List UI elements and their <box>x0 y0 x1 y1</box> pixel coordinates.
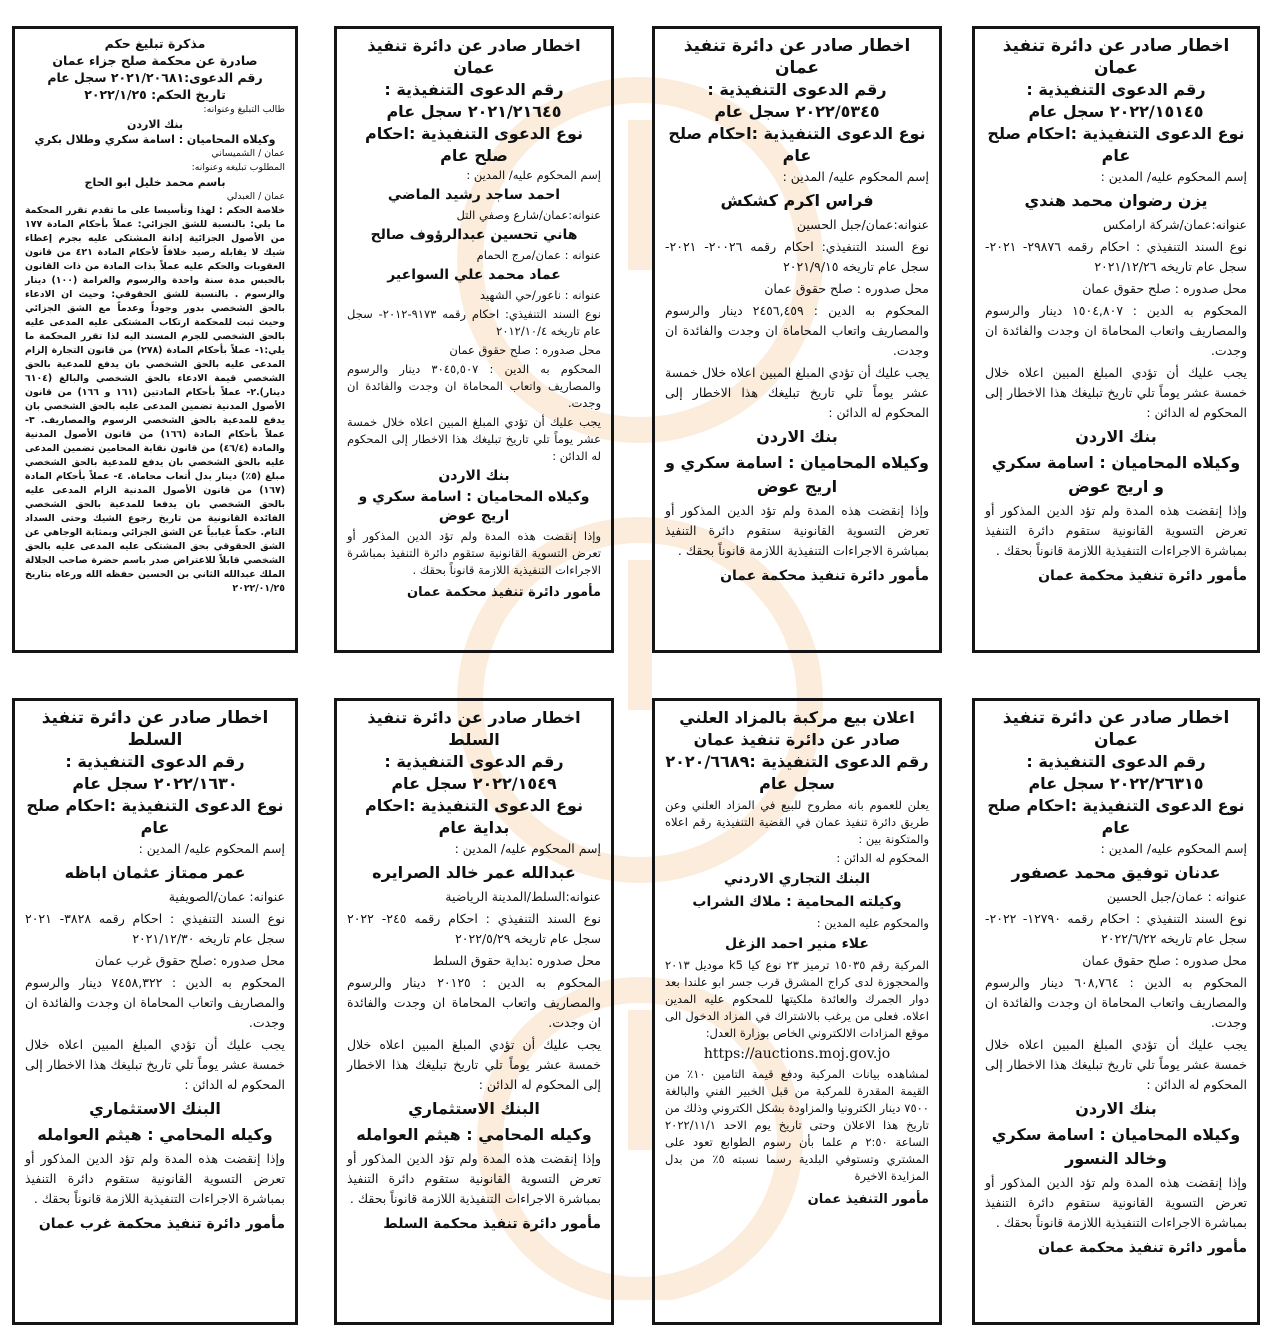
notice-title: اعلان بيع مركبة بالمزاد العلني صادر عن دائرة تنفيذ عمان <box>679 708 915 749</box>
auction-terms: لمشاهده بيانات المركبة ودفع قيمة التامين ١٠٪ من القيمة المقدرة للمركبة من قبل الخبير الفني والبالغة ٧٥٠٠ دينار الكترونيا والمزاودة بشكل الكتروني وذلك من تاريخ هذا الاعلان وحتى تاريخ يوم الاحد ٢٠٢٢/١١/١ الساعة ٢:٥٠ م علما بأن رسوم الطوابع تعود على المشتري وتستوفي البلدية رسما نسبته ٥٪ من بدل المزايدة الاخيرة <box>665 1067 929 1183</box>
notice-title: اخطار صادر عن دائرة تنفيذ عمان <box>1002 708 1230 750</box>
amount: المحكوم به الدين : ٧٤٥٨,٣٢٢ دينار والرسوم والمصاريف واتعاب المحاماة ان وجدت والفائدة ان وجدت. <box>25 975 285 1030</box>
case-label: رقم الدعوى التنفيذية : <box>1026 80 1206 99</box>
warning: وإذا إنقضت هذه المدة ولم تؤد الدين المذكور أو تعرض التسوية القانونية ستقوم دائرة التنفيذ بمباشرة الاجراءات التنفيذية اللازمة قانوناً بحقك . <box>347 529 601 577</box>
warning: وإذا إنقضت هذه المدة ولم تؤد الدين المذكور أو تعرض التسوية القانونية ستقوم دائرة التنفيذ بمباشرة الاجراءات التنفيذية اللازمة قانوناً بحقك . <box>665 503 929 558</box>
served-address: عمان / العبدلي <box>226 191 285 202</box>
debtor-name: عدنان توفيق محمد عصفور <box>1011 863 1221 882</box>
notice-title: اخطار صادر عن دائرة تنفيذ عمان <box>683 36 911 78</box>
notice-title: اخطار صادر عن دائرة تنفيذ عمان <box>1002 36 1230 78</box>
case-label: رقم الدعوى التنفيذية : <box>1026 752 1206 771</box>
creditor-agent: وكيلته المحامية : ملاك الشراب <box>692 894 902 910</box>
creditor-name: بنك الاردن <box>756 427 838 446</box>
applicant-address: عمان / الشميساني <box>211 148 285 159</box>
case-label: رقم الدعوى التنفيذية : <box>384 752 564 771</box>
notice-7 <box>334 698 614 1325</box>
case-number: ٢٠٢٢/١٥١٤٥ سجل عام <box>1028 102 1204 121</box>
payment-instruction: يجب عليك أن تؤدي المبلغ المبين اعلاه خلال خمسة عشر يوماً تلي تاريخ تبليغك هذا الاخطار إلى المحكوم له الدائن : <box>347 1037 601 1092</box>
applicant-agents: وكيلاه المحاميان : اسامة سكري وطلال بكري <box>34 133 276 146</box>
creditor-name: بنك الاردن <box>1075 1099 1157 1118</box>
case-number: ٢٠٢١/٢١٦٤٥ سجل عام <box>386 102 562 121</box>
case-label: رقم الدعوى التنفيذية : <box>384 80 564 99</box>
debtor-address: عنوانه: عمان/الصويفية <box>168 889 285 904</box>
case-type: نوع الدعوى التنفيذية :احكام صلح عام <box>668 124 926 165</box>
debtor-label: إسم المحكوم عليه/ المدين : <box>454 841 601 856</box>
debtor-name: علاء منير احمد الزغل <box>725 936 869 952</box>
officer-signature: مأمور دائرة تنفيذ محكمة عمان <box>1038 1240 1247 1256</box>
debtor-address: عنوانه:السلط/المدينة الرياضية <box>445 889 601 904</box>
case-number: رقم الدعوى التنفيذية :٢٠٢٠/٦٦٨٩ <box>665 752 929 771</box>
issuer: محل صدوره : صلح حقوق عمان <box>449 343 601 357</box>
bond-info: نوع السند التنفيذي : احكام رقمه ٢٤٥- ٢٠٢٢ سجل عام تاريخه ٢٠٢٢/٥/٢٩ <box>347 911 601 946</box>
bond-info: نوع السند التنفيذي: احكام رقمه ٢٠٠٢٦- ٢٠٢١-سجل عام تاريخه ٢٠٢١/٩/١٥ <box>665 239 929 274</box>
vehicle-details: المركبة رقم ١٥٠٣٥ ترميز ٢٣ نوع كيا k5 موديل ٢٠١٣ والمحجوزة لدى كراج المشرق قرب جسر ابو علندا بعد دوار الجمرك والعائدة ملكيتها للمحكوم عليه المدين اعلاه. فعلى من يرغب بالاشتراك في المزاد الدخول الى موقع المزادات الالكتروني الخاص بوزارة العدل: <box>665 958 930 1040</box>
notice-title: اخطار صادر عن دائرة تنفيذ السلط <box>367 708 581 749</box>
amount: المحكوم به الدين : ١٥٠٤,٨٠٧ دينار والرسوم والمصاريف واتعاب المحاماة ان وجدت والفائدة ان وجدت. <box>985 303 1247 358</box>
served-name: باسم محمد خليل ابو الحاج <box>84 176 226 189</box>
officer-signature: مأمور دائرة تنفيذ محكمة السلط <box>383 1216 601 1232</box>
creditor-name: البنك التجاري الاردني <box>723 871 871 887</box>
creditor-agents: وكيلاه المحاميان : اسامة سكري وخالد النسور <box>991 1125 1241 1168</box>
case-number: ٢٠٢٢/١٦٣٠ سجل عام <box>72 774 238 793</box>
debtor-address-2: عنوانه : عمان/مرج الحمام <box>476 248 601 262</box>
issuer: محل صدوره :بداية حقوق السلط <box>432 953 601 968</box>
officer-signature: مأمور دائرة تنفيذ محكمة غرب عمان <box>38 1216 285 1232</box>
notice-5 <box>972 698 1260 1325</box>
debtor-name: فراس اكرم كشكش <box>720 191 874 210</box>
case-type: نوع الدعوى التنفيذية :احكام بداية عام <box>364 796 584 837</box>
notice-4 <box>12 26 298 653</box>
payment-instruction: يجب عليك أن تؤدي المبلغ المبين اعلاه خلال خمسة عشر يوماً تلي تاريخ تبليغك هذا الاخطار إلى المحكوم له الدائن : <box>985 1037 1247 1092</box>
served-label: المطلوب تبليغه وعنوانه: <box>191 162 285 173</box>
issuer: محل صدوره : صلح حقوق عمان <box>1082 953 1247 968</box>
debtor-label: إسم المحكوم عليه/ المدين : <box>1100 841 1247 856</box>
case-type: نوع الدعوى التنفيذية :احكام صلح عام <box>26 796 284 837</box>
case-type: نوع الدعوى التنفيذية :احكام صلح عام <box>364 124 584 165</box>
creditor-agents: وكيله المحامي : هيثم العوامله <box>37 1125 273 1144</box>
creditor-name: بنك الاردن <box>1075 427 1157 446</box>
officer-signature: مأمور دائرة تنفيذ محكمة عمان <box>720 568 929 584</box>
case-number: رقم الدعوى:٢٠٢١/٢٠٦٨١ سجل عام <box>47 70 263 85</box>
judgment-summary: خلاصة الحكم : لهذا وتأسيسا على ما تقدم تقرر المحكمة ما يلي: بالنسبة للشق الجزائي: عملاً بأحكام المادة ١٧٧ من الأصول الجزائية إدانة المشتكى عليه بجرم إعطاء شيك لا يقابله رصيد خلافاً لأحكام المادة ٤٢١ من قانون العقوبات والحكم عليه عملاً بذات المادة من ذات القانون بالحبس مدة سنة واحدة والرسوم والغرامة (١٠٠) دينار والرسوم . بالنسبة للشق الحقوقي: وحيث ان الادعاء بالحق الشخصي بدور وجوداً وعدماً مع الشق الجزائي وحيث ثبت للمحكمة ارتكاب المشتكى عليه المدعى عليه بالحق الشخصي للجرم المسند اليه لذا تقرر المحكمة ما يلي:١- عملاً بأحكام المادة (٢٧٨) من قانون التجارة إلزام المدعى عليه بالحق الشخصي بان يدفع للمدعية بالحق الشخصي قيمة الادعاء بالحق الشخصي والبالغ (٦١٠٤ دينار).٢- عملاً بأحكام المادتين (١٦١ و ١٦٦) من قانون الأصول المدنية تضمين المدعى عليه بالحق الشخصي بان يدفع للمدعية بالحق الشخصي الرسوم والمصاريف. ٣- عملاً بأحكام المادة (١٦٦) من قانون الأصول المدنية والمادة (٤٦/٤) من قانون نقابة المحامين تضمين المدعى عليه بالحق الشخصي بان يدفع للمدعية بالحق الشخصي مبلغ (٥٪) دينار بدل أتعاب محاماة. ٤- عملاً بأحكام المادة (١٦٧) من قانون الأصول المدنية الزام المدعى عليه بالحق الشخصي بان يدفعا للمدعية بالحق الشخصي الفائدة القانونية من تاريخ رجوع الشيك وحتى السداد التام. حكماً غيابياً عن الشق الجزائي وبمثابة الوجاهي عن الشق الحقوقي بحق المشتكى عليه المدعى عليه بالحق الشخصي قابلاً للاعتراض صدر باسم حضرة صاحب الجلالة الملك عبدالله الثاني بن الحسين حفظه الله ورعاه بتاريخ ٢٠٢٢/٠١/٢٥ <box>25 205 286 594</box>
payment-instruction: يجب عليك أن تؤدي المبلغ المبين اعلاه خلال خمسة عشر يوماً تلي تاريخ تبليغك هذا الاخطار إلى المحكوم له الدائن : <box>665 365 929 420</box>
case-number: ٢٠٢٢/١٥٤٩ سجل عام <box>391 774 557 793</box>
judgment-date: تاريخ الحكم: ٢٠٢٢/١/٢٥ <box>84 87 226 102</box>
debtor-label: إسم المحكوم عليه/ المدين : <box>782 169 929 184</box>
warning: وإذا إنقضت هذه المدة ولم تؤد الدين المذكور أو تعرض التسوية القانونية ستقوم دائرة التنفيذ بمباشرة الاجراءات التنفيذية اللازمة قانوناً بحقك . <box>25 1151 285 1206</box>
debtor-address-3: عنوانه : ناعور/حي الشهيد <box>479 288 601 302</box>
debtor-name: يزن رضوان محمد هندي <box>1024 191 1208 210</box>
case-number: ٢٠٢٢/٥٣٤٥ سجل عام <box>714 102 880 121</box>
debtor-name: عبدالله عمر خالد الصرايره <box>372 863 576 882</box>
creditor-name: البنك الاستثماري <box>89 1099 221 1118</box>
bond-info: نوع السند التنفيذي : احكام رقمه ١٢٧٩٠- ٢٠٢٢-سجل عام تاريخه ٢٠٢٢/٦/٢٢ <box>985 911 1247 946</box>
bond-info: نوع السند التنفيذي: احكام رقمه ٩١٧٣-٢٠١٢- سجل عام تاريخه ٢٠١٢/١٠/٤ <box>347 307 601 338</box>
notice-title: اخطار صادر عن دائرة تنفيذ السلط <box>41 708 269 750</box>
notice-8 <box>12 698 298 1325</box>
amount: المحكوم به الدين : ٦٠٨,٧٦٤ دينار والرسوم والمصاريف واتعاب المحاماة ان وجدت والفائدة ان وجدت. <box>985 975 1247 1030</box>
amount: المحكوم به الدين : ٣٠٤٥,٥٠٧ دينار والرسوم والمصاريف واتعاب المحاماة ان وجدت والفائدة ان وجدت. <box>347 362 601 410</box>
officer-signature: مأمور التنفيذ عمان <box>807 1192 929 1207</box>
issuer: محل صدوره :صلح حقوق غرب عمان <box>94 953 285 968</box>
creditor-name: بنك الاردن <box>438 468 510 484</box>
warning: وإذا إنقضت هذه المدة ولم تؤد الدين المذكور أو تعرض التسوية القانونية ستقوم دائرة التنفيذ بمباشرة الاجراءات التنفيذية اللازمة قانوناً بحقك . <box>347 1151 601 1206</box>
payment-instruction: يجب عليك أن تؤدي المبلغ المبين اعلاه خلال خمسة عشر يوماً تلي تاريخ تبليغك هذا الاخطار إلى المحكوم له الدائن : <box>25 1037 285 1092</box>
debtor-address: عنوانه:عمان/جبل الحسين <box>796 217 929 232</box>
notice-2 <box>652 26 942 653</box>
case-type: نوع الدعوى التنفيذية :احكام صلح عام <box>987 796 1245 837</box>
payment-instruction: يجب عليك أن تؤدي المبلغ المبين اعلاه خلال خمسة عشر يوماً تلي تاريخ تبليغك هذا الاخطار إلى المحكوم له الدائن : <box>985 365 1247 420</box>
notice-6 <box>652 698 942 1325</box>
case-type: نوع الدعوى التنفيذية :احكام صلح عام <box>987 124 1245 165</box>
creditor-name: البنك الاستثماري <box>408 1099 540 1118</box>
notice-title: اخطار صادر عن دائرة تنفيذ عمان <box>367 36 581 77</box>
debtor-name: عمر ممتاز عثمان اباظه <box>64 863 246 882</box>
case-label: رقم الدعوى التنفيذية : <box>65 752 245 771</box>
bond-info: نوع السند التنفيذي : احكام رقمه ٢٩٨٧٦- ٢٠٢١-سجل عام تاريخه ٢٠٢١/١٢/٢٦ <box>985 239 1247 274</box>
applicant-label: طالب التبليغ وعنوانه: <box>203 104 285 115</box>
court-name: صادرة عن محكمة صلح جزاء عمان <box>52 53 258 68</box>
amount: المحكوم به الدين : ٢٤٥٦,٤٥٩ دينار والرسوم والمصاريف واتعاب المحاماة ان وجدت والفائدة ان وجدت. <box>665 303 929 358</box>
debtor-address: عنوانه:عمان/شركة ارامكس <box>1103 217 1247 232</box>
officer-signature: مأمور دائرة تنفيذ محكمة عمان <box>407 585 601 600</box>
creditor-label: المحكوم له الدائن : <box>836 851 929 865</box>
debtor-label: والمحكوم عليه المدين : <box>816 916 929 930</box>
bond-info: نوع السند التنفيذي : احكام رقمه ٣٨٢٨- ٢٠٢١ سجل عام تاريخه ٢٠٢١/١٢/٣٠ <box>25 911 286 946</box>
auction-intro: يعلن للعموم بانه مطروح للبيع في المزاد العلني وعن طريق دائرة تنفيذ عمان في القضية التنفيذية رقم اعلاه والمتكونة بين : <box>665 798 929 846</box>
notice-1 <box>972 26 1260 653</box>
memo-title: مذكرة تبليغ حكم <box>104 36 206 51</box>
debtor-address: عنوانه : عمان/جبل الحسين <box>1106 889 1247 904</box>
amount: المحكوم به الدين : ٢٠١٢٥ دينار والرسوم والمصاريف واتعاب المحاماة ان وجدت والفائدة ان وجدت. <box>347 975 601 1030</box>
payment-instruction: يجب عليك أن تؤدي المبلغ المبين اعلاه خلال خمسة عشر يوماً تلي تاريخ تبليغك هذا الاخطار إلى المحكوم له الدائن : <box>347 415 601 463</box>
creditor-agents: وكيلاه المحاميان : اسامة سكري و اريج عوض <box>358 489 590 524</box>
debtor-label: إسم المحكوم عليه/ المدين : <box>138 841 285 856</box>
creditor-agents: وكيله المحامي : هيثم العوامله <box>356 1125 592 1144</box>
issuer: محل صدوره : صلح حقوق عمان <box>764 281 929 296</box>
debtor-label: إسم المحكوم عليه/ المدين : <box>1100 169 1247 184</box>
debtor-address: عنوانه:عمان/شارع وصفي التل <box>456 208 601 222</box>
creditor-agents: وكيلاه المحاميان : اسامة سكري و اريج عوض <box>991 453 1241 496</box>
debtor-name-3: عماد محمد علي السواعير <box>387 267 561 283</box>
case-number: ٢٠٢٢/٢٦٣١٥ سجل عام <box>1028 774 1204 793</box>
auction-url-link[interactable]: https://auctions.moj.gov.jo <box>703 1046 891 1062</box>
case-register: سجل عام <box>759 774 835 793</box>
debtor-name-2: هاني تحسين عبدالرؤوف صالح <box>370 227 578 243</box>
warning: وإذا إنقضت هذه المدة ولم تؤد الدين المذكور أو تعرض التسوية القانونية ستقوم دائرة التنفيذ بمباشرة الاجراءات التنفيذية اللازمة قانوناً بحقك . <box>985 1175 1247 1230</box>
debtor-label: إسم المحكوم عليه/ المدين : <box>466 168 601 182</box>
officer-signature: مأمور دائرة تنفيذ محكمة عمان <box>1038 568 1247 584</box>
case-label: رقم الدعوى التنفيذية : <box>707 80 887 99</box>
applicant-name: بنك الاردن <box>126 118 184 131</box>
warning: وإذا إنقضت هذه المدة ولم تؤد الدين المذكور أو تعرض التسوية القانونية ستقوم دائرة التنفيذ بمباشرة الاجراءات التنفيذية اللازمة قانوناً بحقك . <box>985 503 1247 558</box>
debtor-name: احمد ساجد رشيد الماضي <box>387 187 561 203</box>
issuer: محل صدوره : صلح حقوق عمان <box>1082 281 1247 296</box>
notice-3 <box>334 26 614 653</box>
creditor-agents: وكيلاه المحاميان : اسامة سكري و اريج عوض <box>665 453 929 496</box>
